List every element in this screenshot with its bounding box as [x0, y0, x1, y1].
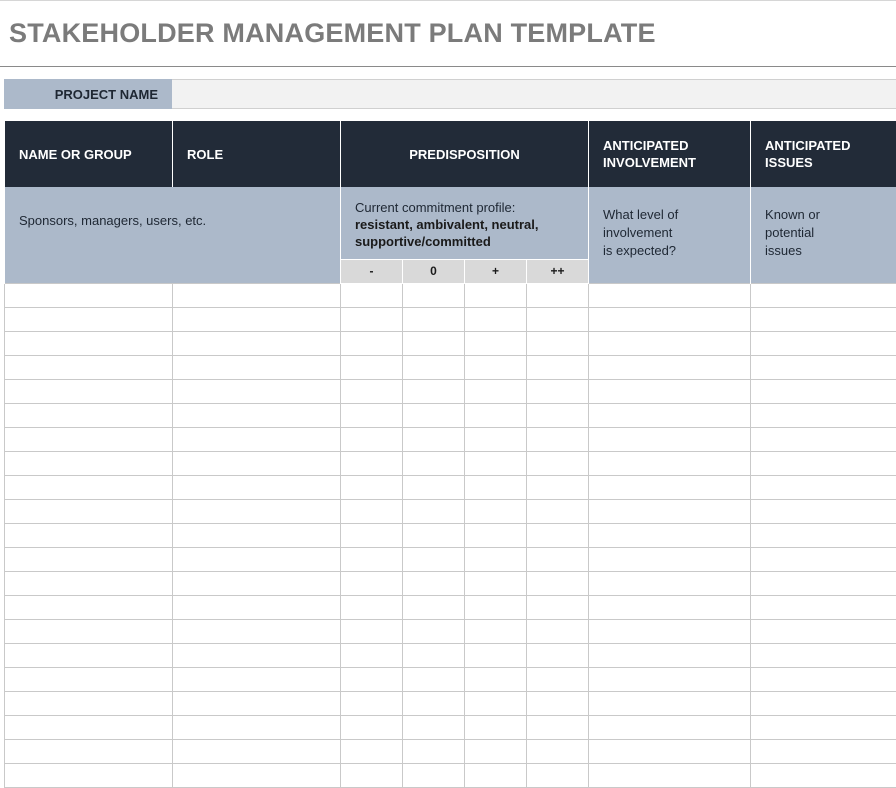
- table-row: [5, 571, 896, 595]
- issues-cell[interactable]: [751, 331, 896, 355]
- issues-cell[interactable]: [751, 451, 896, 475]
- table-row: [5, 307, 896, 331]
- pred-zero-cell[interactable]: [403, 547, 465, 571]
- pred-pos-cell[interactable]: [465, 739, 527, 763]
- pred-neg-cell[interactable]: [341, 619, 403, 643]
- role-cell[interactable]: [173, 331, 341, 355]
- issues-cell[interactable]: [751, 691, 896, 715]
- role-cell[interactable]: [173, 379, 341, 403]
- pred-pos-cell[interactable]: [465, 379, 527, 403]
- table-row: [5, 715, 896, 739]
- pred-pospos-cell[interactable]: [527, 355, 589, 379]
- issues-cell[interactable]: [751, 475, 896, 499]
- pred-pospos-cell[interactable]: [527, 547, 589, 571]
- project-name-label: PROJECT NAME: [4, 79, 172, 109]
- header-name-or-group: NAME OR GROUP: [5, 121, 173, 187]
- involvement-cell[interactable]: [589, 403, 751, 427]
- pred-pos-cell[interactable]: [465, 331, 527, 355]
- issues-cell[interactable]: [751, 403, 896, 427]
- pred-pospos-cell[interactable]: [527, 427, 589, 451]
- role-cell[interactable]: [173, 475, 341, 499]
- issues-cell[interactable]: [751, 715, 896, 739]
- pred-zero-cell[interactable]: [403, 739, 465, 763]
- table-row: [5, 643, 896, 667]
- header-involvement-line1: ANTICIPATED: [603, 138, 689, 153]
- pred-pos-cell[interactable]: [465, 403, 527, 427]
- pred-zero-cell[interactable]: [403, 331, 465, 355]
- name-cell[interactable]: [5, 667, 173, 691]
- pred-zero-cell[interactable]: [403, 619, 465, 643]
- description-row: [5, 187, 896, 259]
- involvement-cell[interactable]: [589, 379, 751, 403]
- name-cell[interactable]: [5, 475, 173, 499]
- involvement-cell[interactable]: [589, 355, 751, 379]
- header-anticipated-involvement: [589, 121, 751, 187]
- name-cell[interactable]: [5, 451, 173, 475]
- involvement-cell[interactable]: [589, 691, 751, 715]
- role-cell[interactable]: [173, 547, 341, 571]
- involvement-cell[interactable]: [589, 763, 751, 787]
- pred-zero-cell[interactable]: [403, 427, 465, 451]
- pred-neg-cell[interactable]: [341, 763, 403, 787]
- involvement-cell[interactable]: [589, 283, 751, 307]
- pred-pos-cell[interactable]: [465, 667, 527, 691]
- involvement-description: [589, 187, 751, 283]
- title-divider: [0, 66, 896, 67]
- role-cell[interactable]: [173, 451, 341, 475]
- pred-zero-cell[interactable]: [403, 667, 465, 691]
- role-cell[interactable]: [173, 595, 341, 619]
- name-cell[interactable]: [5, 379, 173, 403]
- role-cell[interactable]: [173, 667, 341, 691]
- issues-cell[interactable]: [751, 739, 896, 763]
- scale-zero: 0: [403, 259, 465, 283]
- header-anticipated-issues: [751, 121, 896, 187]
- scale-double-positive: ++: [527, 259, 589, 283]
- name-cell[interactable]: [5, 283, 173, 307]
- involvement-cell[interactable]: [589, 643, 751, 667]
- role-cell[interactable]: [173, 763, 341, 787]
- issues-cell[interactable]: [751, 355, 896, 379]
- pred-pos-cell[interactable]: [465, 523, 527, 547]
- name-cell[interactable]: [5, 403, 173, 427]
- profile-intro: Current commitment profile:: [355, 200, 516, 215]
- issues-cell[interactable]: [751, 763, 896, 787]
- issues-cell[interactable]: [751, 379, 896, 403]
- pred-neg-cell[interactable]: [341, 739, 403, 763]
- name-cell[interactable]: [5, 355, 173, 379]
- involvement-text-1: What level of: [603, 207, 679, 222]
- pred-zero-cell[interactable]: [403, 643, 465, 667]
- pred-zero-cell[interactable]: [403, 499, 465, 523]
- involvement-cell[interactable]: [589, 619, 751, 643]
- involvement-cell[interactable]: [589, 475, 751, 499]
- role-cell[interactable]: [173, 619, 341, 643]
- pred-neg-cell[interactable]: [341, 331, 403, 355]
- role-cell[interactable]: [173, 691, 341, 715]
- pred-zero-cell[interactable]: [403, 475, 465, 499]
- table-row: [5, 499, 896, 523]
- pred-pospos-cell[interactable]: [527, 403, 589, 427]
- profile-options-2: supportive/committed: [355, 234, 491, 249]
- role-cell[interactable]: [173, 403, 341, 427]
- header-role: ROLE: [173, 121, 341, 187]
- table-row: [5, 475, 896, 499]
- involvement-text-2: involvement: [603, 225, 673, 240]
- header-involvement-line2: INVOLVEMENT: [603, 155, 696, 170]
- pred-pos-cell[interactable]: [465, 547, 527, 571]
- role-cell[interactable]: [173, 427, 341, 451]
- pred-neg-cell[interactable]: [341, 307, 403, 331]
- name-cell[interactable]: [5, 307, 173, 331]
- issues-text-3: issues: [765, 243, 802, 258]
- pred-pos-cell[interactable]: [465, 451, 527, 475]
- issues-text-2: potential: [765, 225, 815, 240]
- pred-pos-cell[interactable]: [465, 619, 527, 643]
- scale-positive: +: [465, 259, 527, 283]
- issues-cell[interactable]: [751, 427, 896, 451]
- pred-pospos-cell[interactable]: [527, 571, 589, 595]
- pred-pos-cell[interactable]: [465, 691, 527, 715]
- issues-cell[interactable]: [751, 499, 896, 523]
- pred-pos-cell[interactable]: [465, 283, 527, 307]
- issues-cell[interactable]: [751, 643, 896, 667]
- name-cell[interactable]: [5, 547, 173, 571]
- table-row: [5, 547, 896, 571]
- header-row: [5, 121, 896, 187]
- pred-pospos-cell[interactable]: [527, 283, 589, 307]
- pred-pos-cell[interactable]: [465, 475, 527, 499]
- name-cell[interactable]: [5, 499, 173, 523]
- entry-rows: [5, 283, 896, 787]
- issues-text-1: Known or: [765, 207, 820, 222]
- pred-zero-cell[interactable]: [403, 283, 465, 307]
- pred-pospos-cell[interactable]: [527, 643, 589, 667]
- pred-pospos-cell[interactable]: [527, 763, 589, 787]
- pred-neg-cell[interactable]: [341, 403, 403, 427]
- name-cell[interactable]: [5, 763, 173, 787]
- role-cell[interactable]: [173, 715, 341, 739]
- involvement-cell[interactable]: [589, 523, 751, 547]
- stakeholder-table: [4, 121, 896, 788]
- role-cell[interactable]: [173, 283, 341, 307]
- project-name-field[interactable]: [172, 79, 896, 109]
- pred-pospos-cell[interactable]: [527, 667, 589, 691]
- pred-neg-cell[interactable]: [341, 427, 403, 451]
- pred-pospos-cell[interactable]: [527, 331, 589, 355]
- pred-pos-cell[interactable]: [465, 499, 527, 523]
- pred-zero-cell[interactable]: [403, 403, 465, 427]
- pred-neg-cell[interactable]: [341, 643, 403, 667]
- name-cell[interactable]: [5, 595, 173, 619]
- table-row: [5, 403, 896, 427]
- profile-options-1: resistant, ambivalent, neutral,: [355, 217, 539, 232]
- issues-cell[interactable]: [751, 595, 896, 619]
- pred-neg-cell[interactable]: [341, 379, 403, 403]
- pred-pos-cell[interactable]: [465, 715, 527, 739]
- table-row: [5, 595, 896, 619]
- involvement-cell[interactable]: [589, 595, 751, 619]
- table-row: [5, 667, 896, 691]
- pred-neg-cell[interactable]: [341, 523, 403, 547]
- table-row: [5, 451, 896, 475]
- header-issues-line2: ISSUES: [765, 155, 813, 170]
- pred-pospos-cell[interactable]: [527, 619, 589, 643]
- table-row: [5, 427, 896, 451]
- pred-pos-cell[interactable]: [465, 595, 527, 619]
- pred-neg-cell[interactable]: [341, 571, 403, 595]
- pred-neg-cell[interactable]: [341, 691, 403, 715]
- involvement-cell[interactable]: [589, 331, 751, 355]
- issues-cell[interactable]: [751, 523, 896, 547]
- page-title: STAKEHOLDER MANAGEMENT PLAN TEMPLATE: [9, 18, 656, 48]
- pred-zero-cell[interactable]: [403, 307, 465, 331]
- role-cell[interactable]: [173, 523, 341, 547]
- name-cell[interactable]: [5, 523, 173, 547]
- name-cell[interactable]: [5, 331, 173, 355]
- pred-pospos-cell[interactable]: [527, 715, 589, 739]
- pred-zero-cell[interactable]: [403, 379, 465, 403]
- table-row: [5, 739, 896, 763]
- pred-neg-cell[interactable]: [341, 499, 403, 523]
- pred-pospos-cell[interactable]: [527, 691, 589, 715]
- role-cell[interactable]: [173, 307, 341, 331]
- involvement-cell[interactable]: [589, 715, 751, 739]
- role-cell[interactable]: [173, 355, 341, 379]
- pred-zero-cell[interactable]: [403, 451, 465, 475]
- pred-pos-cell[interactable]: [465, 355, 527, 379]
- pred-pospos-cell[interactable]: [527, 499, 589, 523]
- pred-neg-cell[interactable]: [341, 667, 403, 691]
- name-cell[interactable]: [5, 571, 173, 595]
- name-cell[interactable]: [5, 739, 173, 763]
- involvement-cell[interactable]: [589, 427, 751, 451]
- table-row: [5, 763, 896, 787]
- table-row: [5, 523, 896, 547]
- table-row: [5, 331, 896, 355]
- name-cell[interactable]: [5, 643, 173, 667]
- pred-zero-cell[interactable]: [403, 763, 465, 787]
- table-row: [5, 619, 896, 643]
- name-cell[interactable]: [5, 691, 173, 715]
- scale-negative: -: [341, 259, 403, 283]
- pred-zero-cell[interactable]: [403, 571, 465, 595]
- pred-pospos-cell[interactable]: [527, 475, 589, 499]
- pred-neg-cell[interactable]: [341, 547, 403, 571]
- pred-pos-cell[interactable]: [465, 763, 527, 787]
- involvement-cell[interactable]: [589, 499, 751, 523]
- header-issues-line1: ANTICIPATED: [765, 138, 851, 153]
- table-row: [5, 355, 896, 379]
- name-cell[interactable]: [5, 619, 173, 643]
- involvement-cell[interactable]: [589, 571, 751, 595]
- role-cell[interactable]: [173, 571, 341, 595]
- involvement-cell[interactable]: [589, 307, 751, 331]
- pred-pos-cell[interactable]: [465, 307, 527, 331]
- involvement-text-3: is expected?: [603, 243, 677, 258]
- pred-pospos-cell[interactable]: [527, 379, 589, 403]
- pred-neg-cell[interactable]: [341, 475, 403, 499]
- pred-neg-cell[interactable]: [341, 595, 403, 619]
- pred-pospos-cell[interactable]: [527, 307, 589, 331]
- table-row: [5, 283, 896, 307]
- pred-pos-cell[interactable]: [465, 571, 527, 595]
- pred-zero-cell[interactable]: [403, 595, 465, 619]
- pred-pospos-cell[interactable]: [527, 451, 589, 475]
- pred-zero-cell[interactable]: [403, 691, 465, 715]
- involvement-cell[interactable]: [589, 667, 751, 691]
- pred-pos-cell[interactable]: [465, 643, 527, 667]
- pred-neg-cell[interactable]: [341, 715, 403, 739]
- pred-pospos-cell[interactable]: [527, 523, 589, 547]
- pred-pospos-cell[interactable]: [527, 595, 589, 619]
- role-cell[interactable]: [173, 643, 341, 667]
- role-cell[interactable]: [173, 739, 341, 763]
- pred-zero-cell[interactable]: [403, 355, 465, 379]
- top-border: [0, 0, 896, 1]
- issues-cell[interactable]: [751, 667, 896, 691]
- issues-cell[interactable]: [751, 307, 896, 331]
- involvement-cell[interactable]: [589, 451, 751, 475]
- involvement-cell[interactable]: [589, 739, 751, 763]
- issues-cell[interactable]: [751, 571, 896, 595]
- issues-cell[interactable]: [751, 619, 896, 643]
- issues-description: [751, 187, 896, 283]
- commitment-profile-description: [341, 187, 589, 259]
- pred-neg-cell[interactable]: [341, 451, 403, 475]
- pred-neg-cell[interactable]: [341, 283, 403, 307]
- table-row: [5, 691, 896, 715]
- pred-neg-cell[interactable]: [341, 355, 403, 379]
- pred-pos-cell[interactable]: [465, 427, 527, 451]
- issues-cell[interactable]: [751, 547, 896, 571]
- name-cell[interactable]: [5, 427, 173, 451]
- issues-cell[interactable]: [751, 283, 896, 307]
- involvement-cell[interactable]: [589, 547, 751, 571]
- header-predisposition: PREDISPOSITION: [341, 121, 589, 187]
- role-cell[interactable]: [173, 499, 341, 523]
- name-cell[interactable]: [5, 715, 173, 739]
- pred-zero-cell[interactable]: [403, 523, 465, 547]
- pred-pospos-cell[interactable]: [527, 739, 589, 763]
- name-role-description: Sponsors, managers, users, etc.: [5, 187, 341, 283]
- pred-zero-cell[interactable]: [403, 715, 465, 739]
- table-row: [5, 379, 896, 403]
